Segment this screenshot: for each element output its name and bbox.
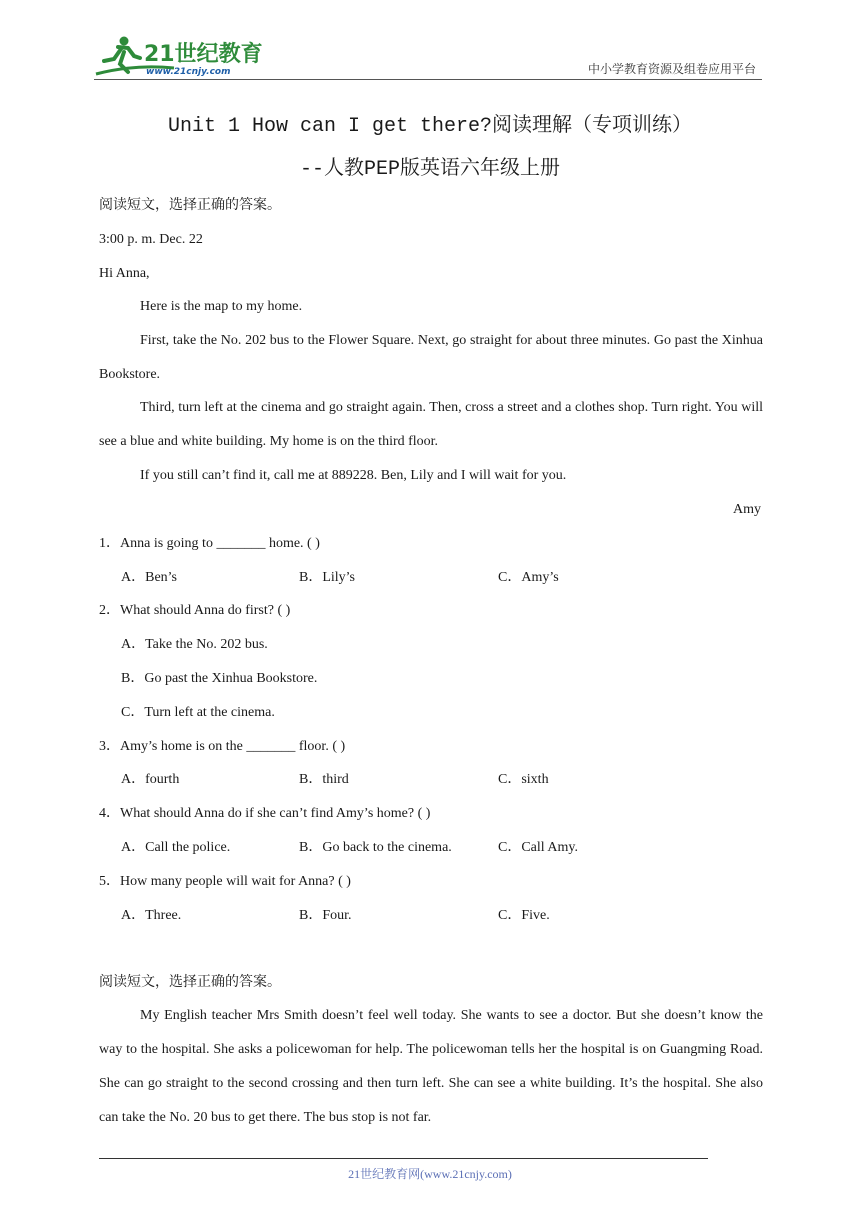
question-stem: 4．What should Anna do if she can’t find Amy’s home? ( ) — [99, 806, 431, 821]
section2-instruction: 阅读短文，选择正确的答案。 — [99, 975, 281, 990]
logo-url: www.21cnjy.com — [146, 67, 231, 77]
letter-greeting: Hi Anna, — [99, 266, 150, 281]
question-option: C．Call Amy. — [498, 840, 578, 855]
letter-paragraph: Third, turn left at the cinema and go straight again. Then, cross a street and a clothes shop. Turn right. You will see a blue and white building. My home is on the third floor. — [99, 400, 763, 449]
letter-signature: Amy — [733, 502, 761, 517]
footer-text: 21世纪教育网(www.21cnjy.com) — [348, 1167, 512, 1181]
letter-date: 3:00 p. m. Dec. 22 — [99, 232, 203, 247]
passage-paragraph: My English teacher Mrs Smith doesn’t feel well today. She wants to see a doctor. But she doesn’t know the way to the hospital. She asks a policewoman for help. The policewoman tells her the hospital is on Guangming Road. She can go straight to the second crossing and then turn left. She can see a white building. It’s the hospital. She also can take the No. 20 bus to get there. The bus stop is not far. — [99, 1008, 763, 1125]
document-subtitle: --人教PEP版英语六年级上册 — [299, 158, 560, 181]
site-logo — [94, 34, 264, 78]
question-option: A．Three. — [121, 908, 182, 923]
logo-text: 21世纪教育 — [144, 42, 263, 67]
document-title: Unit 1 How can I get there?阅读理解（专项训练） — [167, 115, 693, 138]
question-stem: 3．Amy’s home is on the _______ floor. ( ) — [99, 739, 346, 754]
question-stem: 2．What should Anna do first? ( ) — [99, 603, 291, 618]
header-divider — [94, 79, 762, 80]
question-option: A．fourth — [121, 772, 180, 787]
question-option: B．Go past the Xinhua Bookstore. — [121, 671, 318, 686]
section1-instruction: 阅读短文，选择正确的答案。 — [99, 198, 281, 213]
question-option: A．Ben’s — [121, 570, 177, 585]
question-option: B．Lily’s — [299, 570, 356, 585]
letter-paragraph: If you still can’t find it, call me at 889228. Ben, Lily and I will wait for you. — [140, 468, 567, 483]
question-option: B．Four. — [299, 908, 352, 923]
question-option: C．Turn left at the cinema. — [121, 705, 275, 720]
question-option: A．Take the No. 202 bus. — [121, 637, 268, 652]
question-option: B．third — [299, 772, 349, 787]
question-stem: 1．Anna is going to _______ home. ( ) — [99, 536, 320, 551]
header-platform-text: 中小学教育资源及组卷应用平台 — [587, 62, 756, 76]
footer-divider — [99, 1158, 708, 1159]
question-option: C．Amy’s — [498, 570, 559, 585]
question-option: B．Go back to the cinema. — [299, 840, 452, 855]
question-option: A．Call the police. — [121, 840, 231, 855]
letter-paragraph: Here is the map to my home. — [140, 299, 303, 314]
question-option: C．sixth — [498, 772, 549, 787]
question-stem: 5．How many people will wait for Anna? ( ) — [99, 874, 351, 889]
question-option: C．Five. — [498, 908, 550, 923]
letter-paragraph: First, take the No. 202 bus to the Flower Square. Next, go straight for about three minutes. Go past the Xinhua Bookstore. — [99, 333, 763, 382]
